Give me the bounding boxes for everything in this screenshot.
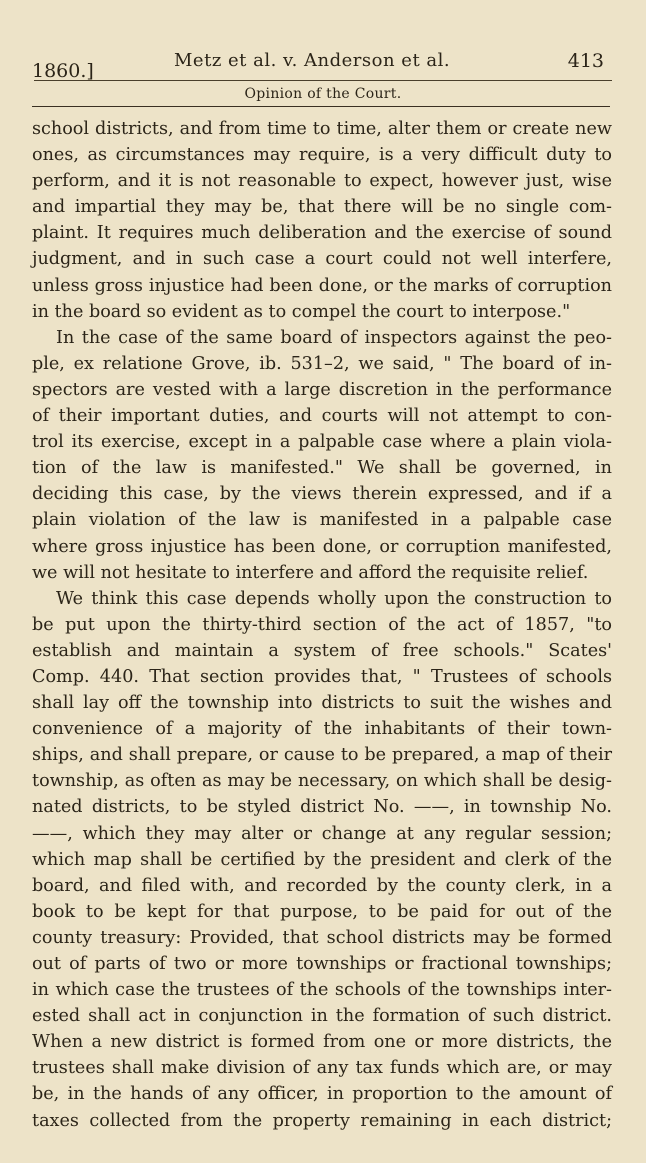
text-line: plaint. It requires much deliberation and the exercise of sound (32, 223, 612, 244)
opinion-text (32, 116, 612, 1134)
text-line: We think this case depends wholly upon the construction to (56, 588, 612, 609)
text-line: unless gross injustice had been done, or the marks of corruption (32, 275, 612, 296)
running-head (32, 44, 612, 82)
text-line: which map shall be certified by the president and clerk of the (32, 849, 612, 870)
text-line: convenience of a majority of the inhabitants of their town- (32, 719, 612, 740)
header-rule (34, 80, 612, 81)
text-line: ested shall act in conjunction in the formation of such district. (32, 1006, 612, 1027)
text-line: ones, as circumstances may require, is a very difficult duty to (32, 145, 612, 166)
case-title: Metz et al. v. Anderson et al. (174, 50, 451, 71)
text-line: judgment, and in such case a court could not well interfere, (32, 249, 612, 270)
text-line: in which case the trustees of the schools of the townships inter- (32, 980, 612, 1001)
text-line: In the case of the same board of inspectors against the peo- (56, 327, 612, 348)
text-line: When a new district is formed from one or more districts, the (32, 1032, 612, 1053)
text-line: school districts, and from time to time, alter them or create new (32, 119, 612, 139)
text-line: township, as often as may be necessary, on which shall be desig- (32, 771, 612, 792)
text-line: taxes collected from the property remaining in each district; (32, 1110, 612, 1131)
text-line: in the board so evident as to compel the court to interpose." (32, 301, 571, 322)
text-line: deciding this case, by the views therein expressed, and if a (32, 484, 612, 505)
section-subheading: Opinion of the Court. (244, 86, 402, 102)
text-line: be put upon the thirty-third section of the act of 1857, "to (32, 614, 612, 635)
text-line: Comp. 440. That section provides that, " Trustees of schools (32, 666, 612, 687)
text-line: ships, and shall prepare, or cause to be prepared, a map of their (32, 745, 612, 766)
text-line: ——, which they may alter or change at any regular session; (32, 823, 612, 844)
year-label: 1860.] (32, 60, 94, 82)
page-number: 413 (567, 50, 604, 72)
text-line: trustees shall make division of any tax funds which are, or may (32, 1058, 612, 1079)
text-line: tion of the law is manifested." We shall be governed, in (32, 458, 612, 479)
text-line: ple, ex relatione Grove, ib. 531–2, we said, " The board of in- (32, 353, 612, 374)
text-line: book to be kept for that purpose, to be paid for out of the (32, 901, 612, 922)
text-line: trol its exercise, except in a palpable case where a plain viola- (32, 432, 612, 453)
text-line: nated districts, to be styled district No. ——, in township No. (32, 797, 612, 818)
text-line: establish and maintain a system of free schools." Scates' (32, 640, 612, 661)
text-line: of their important duties, and courts will not attempt to con- (32, 406, 612, 427)
text-line: be, in the hands of any officer, in proportion to the amount of (32, 1084, 612, 1105)
text-line: and impartial they may be, that there will be no single com- (32, 197, 612, 218)
text-line: shall lay off the township into districts to suit the wishes and (32, 693, 612, 714)
text-line: county treasury: Provided, that school districts may be formed (32, 927, 612, 948)
text-line: spectors are vested with a large discretion in the performance (32, 379, 612, 400)
text-line: where gross injustice has been done, or corruption manifested, (32, 536, 612, 557)
text-line: perform, and it is not reasonable to expect, however just, wise (32, 171, 612, 192)
text-line: plain violation of the law is manifested in a palpable case (32, 510, 612, 531)
text-line: we will not hesitate to interfere and afford the requisite relief. (32, 562, 589, 583)
header-rule (32, 106, 610, 107)
text-line: board, and filed with, and recorded by the county clerk, in a (32, 875, 612, 896)
text-line: out of parts of two or more townships or fractional townships; (32, 954, 612, 974)
